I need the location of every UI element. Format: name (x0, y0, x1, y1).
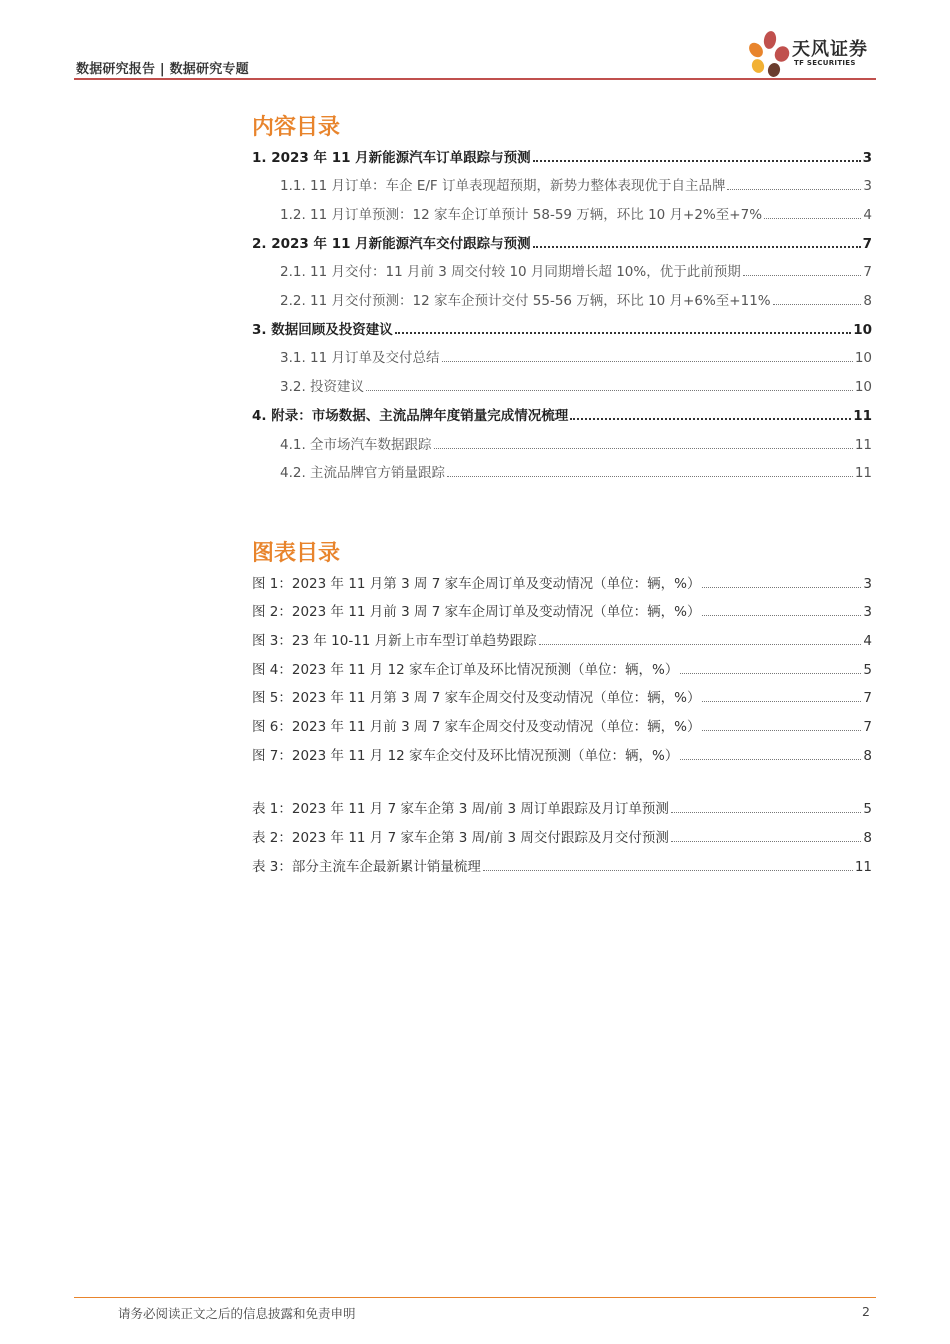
toc-item[interactable] (280, 378, 872, 396)
leader-dots (366, 380, 853, 391)
toc-item-label: 2.1. 11 月交付：11 月前 3 周交付较 10 月同期增长超 10%，优于此前预期 (280, 264, 741, 280)
toc-item[interactable] (280, 464, 872, 482)
leader-dots (539, 634, 862, 645)
toc-item-label: 3. 数据回顾及投资建议 (252, 322, 393, 338)
figure-item-label: 图 2：2023 年 11 月前 3 周 7 家车企周订单及变动情况（单位：辆，%） (252, 604, 701, 620)
table-item-page: 8 (863, 830, 872, 846)
report-category: 数据研究报告 | 数据研究专题 (76, 62, 249, 77)
figure-item-label: 图 1：2023 年 11 月第 3 周 7 家车企周订单及变动情况（单位：辆，%） (252, 576, 701, 592)
figure-item[interactable] (252, 689, 872, 707)
leader-dots (483, 860, 853, 871)
leader-dots (447, 466, 853, 477)
toc-item-label: 4.1. 全市场汽车数据跟踪 (280, 437, 432, 453)
toc-item-label: 2. 2023 年 11 月新能源汽车交付跟踪与预测 (252, 236, 531, 252)
figure-item-label: 图 4：2023 年 11 月 12 家车企订单及环比情况预测（单位：辆，%） (252, 662, 679, 678)
logo-name-en: TF SECURITIES (794, 59, 856, 67)
figure-item-page: 7 (863, 719, 872, 735)
toc-item-page: 8 (863, 293, 872, 309)
footer-divider (74, 1297, 876, 1298)
toc-item-page: 7 (862, 236, 872, 252)
toc-item[interactable] (280, 263, 872, 281)
leader-dots (702, 720, 861, 731)
toc-item[interactable] (280, 177, 872, 195)
toc-item[interactable] (280, 436, 872, 454)
figure-item-page: 5 (863, 662, 872, 678)
logo-flower-icon (748, 30, 792, 80)
leader-dots (442, 351, 853, 362)
leader-dots (727, 179, 861, 190)
figure-item-label: 图 6：2023 年 11 月前 3 周 7 家车企周交付及变动情况（单位：辆，%） (252, 719, 701, 735)
toc-item-page: 4 (863, 207, 872, 223)
toc-item-label: 1. 2023 年 11 月新能源汽车订单跟踪与预测 (252, 150, 531, 166)
figure-item-label: 图 3：23 年 10-11 月新上市车型订单趋势跟踪 (252, 633, 537, 649)
toc-item-page: 11 (854, 465, 872, 481)
leader-dots (533, 150, 861, 162)
leader-dots (533, 236, 861, 248)
toc-item-label: 1.1. 11 月订单：车企 E/F 订单表现超预期，新势力整体表现优于自主品牌 (280, 178, 726, 194)
figure-item[interactable] (252, 661, 872, 679)
leader-dots (570, 408, 851, 420)
table-item[interactable] (252, 800, 872, 818)
toc-item-page: 11 (853, 408, 872, 424)
toc-item[interactable] (280, 349, 872, 367)
toc-item[interactable] (252, 407, 872, 425)
figure-item-page: 3 (863, 576, 872, 592)
leader-dots (702, 577, 861, 588)
toc-item-page: 11 (854, 437, 872, 453)
logo-name-cn: 天风证券 (792, 39, 868, 60)
leader-dots (702, 691, 861, 702)
figure-item-label: 图 5：2023 年 11 月第 3 周 7 家车企周交付及变动情况（单位：辆，%） (252, 690, 701, 706)
toc-item-page: 10 (854, 379, 872, 395)
figures-heading: 图表目录 (252, 541, 341, 566)
toc-item[interactable] (252, 321, 872, 339)
leader-dots (773, 294, 862, 305)
leader-dots (395, 322, 851, 334)
toc-item[interactable] (280, 292, 872, 310)
leader-dots (434, 438, 853, 449)
toc-item-page: 3 (863, 178, 872, 194)
figure-item[interactable] (252, 575, 872, 593)
toc-item[interactable] (280, 206, 872, 224)
table-item-page: 5 (863, 801, 872, 817)
company-logo (748, 30, 878, 80)
table-item[interactable] (252, 858, 872, 876)
figure-item-label: 图 7：2023 年 11 月 12 家车企交付及环比情况预测（单位：辆，%） (252, 748, 679, 764)
table-item-label: 表 2：2023 年 11 月 7 家车企第 3 周/前 3 周交付跟踪及月交付预测 (252, 830, 669, 846)
figure-item[interactable] (252, 632, 872, 650)
footer-disclaimer: 请务必阅读正文之后的信息披露和免责申明 (118, 1306, 356, 1321)
toc-item-label: 4.2. 主流品牌官方销量跟踪 (280, 465, 446, 481)
table-item-page: 11 (854, 859, 872, 875)
figure-item-page: 7 (863, 690, 872, 706)
page-number: 2 (862, 1304, 870, 1319)
table-item[interactable] (252, 829, 872, 847)
toc-item-page: 3 (862, 150, 872, 166)
toc-item[interactable] (252, 149, 872, 167)
toc-item-label: 3.2. 投资建议 (280, 379, 365, 395)
figure-item-page: 4 (863, 633, 872, 649)
toc-item-label: 2.2. 11 月交付预测：12 家车企预计交付 55-56 万辆，环比 10 月+6%至+11% (280, 293, 771, 309)
leader-dots (671, 802, 862, 813)
leader-dots (743, 265, 862, 276)
figure-item-page: 8 (863, 748, 872, 764)
leader-dots (671, 831, 862, 842)
toc-item-label: 4. 附录：市场数据、主流品牌年度销量完成情况梳理 (252, 408, 569, 424)
figure-item-page: 3 (863, 604, 872, 620)
toc-item-page: 10 (854, 350, 872, 366)
figure-item[interactable] (252, 747, 872, 765)
figure-item[interactable] (252, 718, 872, 736)
toc-item-label: 1.2. 11 月订单预测：12 家车企订单预计 58-59 万辆，环比 10 月+2%至+7% (280, 207, 763, 223)
toc-heading: 内容目录 (252, 115, 341, 140)
leader-dots (680, 663, 861, 674)
leader-dots (702, 605, 861, 616)
figure-item[interactable] (252, 603, 872, 621)
toc-item[interactable] (252, 235, 872, 253)
table-item-label: 表 3：部分主流车企最新累计销量梳理 (252, 859, 481, 875)
table-item-label: 表 1：2023 年 11 月 7 家车企第 3 周/前 3 周订单跟踪及月订单预测 (252, 801, 669, 817)
toc-item-label: 3.1. 11 月订单及交付总结 (280, 350, 440, 366)
toc-item-page: 10 (853, 322, 872, 338)
toc-item-page: 7 (863, 264, 872, 280)
leader-dots (764, 208, 861, 219)
leader-dots (680, 749, 861, 760)
